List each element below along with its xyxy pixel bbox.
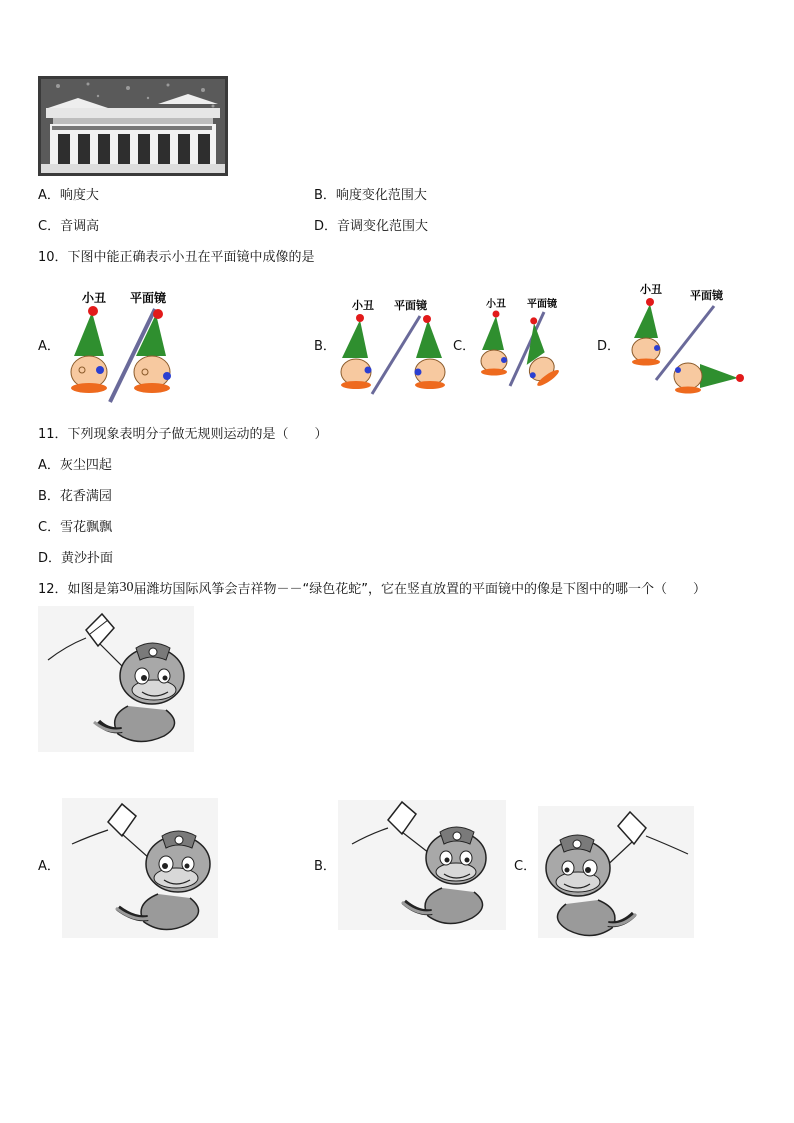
clown-figure-b — [332, 296, 450, 396]
q11-option-c — [38, 520, 112, 536]
option-text: 雪花飘飘 — [60, 520, 113, 535]
clown-label: 小丑 — [486, 299, 506, 310]
option-text: 响度变化范围大 — [335, 188, 427, 203]
option-text: 响度大 — [59, 188, 99, 203]
mirror-label: 平面镜 — [130, 291, 167, 305]
q12-option-a-letter: A． — [38, 859, 60, 874]
option-letter: D． — [314, 219, 338, 234]
q10-option-c-letter: C． — [453, 339, 476, 354]
mirror-label: 平面镜 — [527, 299, 557, 310]
clown-label: 小丑 — [352, 299, 374, 312]
option-letter: A． — [38, 458, 60, 473]
clown-label: 小丑 — [640, 283, 662, 296]
q12-stem-number: 30 — [119, 580, 134, 595]
clown-figure-a — [60, 284, 190, 404]
q11-option-d — [38, 551, 113, 567]
option-text: 黄沙扑面 — [61, 551, 114, 566]
q9-option-d — [314, 219, 428, 235]
q12-option-b-letter: B． — [314, 859, 336, 874]
option-text: 灰尘四起 — [59, 458, 112, 473]
q11-stem: 11．下列现象表明分子做无规则运动的是（ ） — [38, 427, 328, 442]
clown-figure-d — [626, 280, 746, 398]
option-text: 音调变化范围大 — [337, 219, 429, 234]
q10-option-d-letter: D． — [597, 339, 621, 354]
option-letter: C． — [38, 219, 61, 234]
option-text: 音调高 — [60, 219, 100, 234]
q10-option-b-letter: B． — [314, 339, 336, 354]
snake-option-c — [538, 806, 694, 938]
option-letter: C． — [38, 520, 61, 535]
mirror-label: 平面镜 — [394, 299, 427, 312]
option-letter: B． — [314, 188, 336, 203]
q11-option-b — [38, 489, 112, 505]
clown-label: 小丑 — [82, 291, 107, 305]
mirror-label: 平面镜 — [690, 289, 723, 302]
q9-option-b — [314, 188, 427, 204]
clown-figure-c — [472, 294, 580, 394]
q12-stem — [38, 582, 706, 598]
q12-option-c-letter: C． — [514, 859, 537, 874]
q12-stem-suffix: 届潍坊国际风筝会吉祥物－－“绿色花蛇”，它在竖直放置的平面镜中的像是下图中的哪一个（ ） — [133, 582, 707, 597]
option-text: 花香满园 — [59, 489, 112, 504]
q11-option-a — [38, 458, 112, 474]
snake-mascot-figure — [38, 606, 194, 752]
q10-option-a-letter: A． — [38, 339, 60, 354]
q9-option-c — [38, 219, 99, 235]
q10-stem: 10．下图中能正确表示小丑在平面镜中成像的是 — [38, 250, 315, 265]
option-letter: D． — [38, 551, 62, 566]
q12-stem-prefix: 12．如图是第 — [38, 582, 120, 597]
snake-option-a — [62, 798, 218, 938]
building-photo — [38, 76, 228, 176]
option-letter: B． — [38, 489, 60, 504]
q9-option-a — [38, 188, 99, 204]
snake-option-b — [338, 800, 506, 930]
option-letter: A． — [38, 188, 60, 203]
